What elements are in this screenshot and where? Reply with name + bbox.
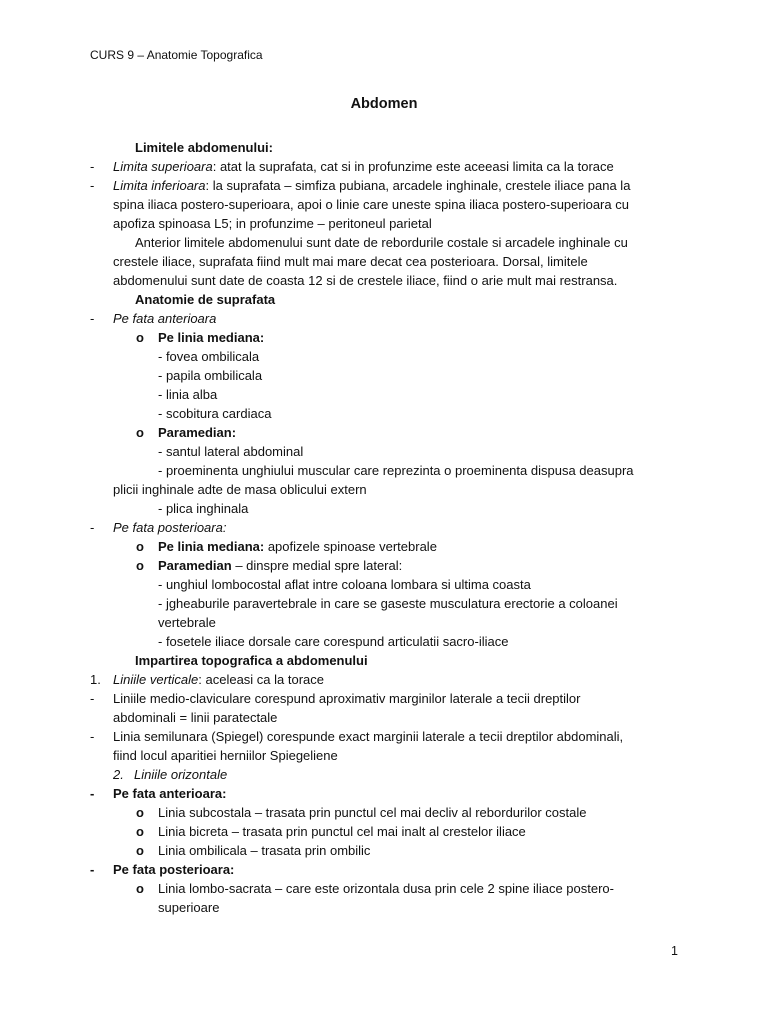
- heading-topographic-division: Impartirea topografica a abdomenului: [135, 653, 368, 668]
- sublist-item: o Pe linia mediana: apofizele spinoase vertebrale: [136, 539, 437, 554]
- heading-limits: Limitele abdomenului:: [135, 140, 273, 155]
- detail-item: - papila ombilicala: [158, 368, 263, 383]
- detail-item: - scobitura cardiaca: [158, 406, 272, 421]
- detail-item: - fosetele iliace dorsale care corespund articulatii sacro-iliace: [158, 634, 509, 649]
- detail-item-continued: plicii inghinale adte de masa oblicului extern: [113, 482, 367, 497]
- sublist-item: o Pe linia mediana:: [136, 330, 265, 345]
- heading-surface-anatomy: Anatomie de suprafata: [135, 292, 276, 307]
- list-item: - Linia semilunara (Spiegel) corespunde exact marginii laterale a tecii dreptilor abdominali,: [90, 729, 624, 744]
- paragraph-line: crestele iliace, suprafata fiind mult mai mare decat cea posterioara. Dorsal, limitele: [113, 254, 588, 269]
- sublist-item: o Linia ombilicala – trasata prin ombilic: [136, 843, 371, 858]
- page-header: CURS 9 – Anatomie Topografica: [90, 48, 263, 62]
- detail-item: - fovea ombilicala: [158, 349, 260, 364]
- paragraph-line: Anterior limitele abdomenului sunt date de rebordurile costale si arcadele inghinale cu: [135, 235, 628, 250]
- sublist-item: o Paramedian – dinspre medial spre lateral:: [136, 558, 403, 573]
- list-item-continued: abdominali = linii paratectale: [113, 710, 278, 725]
- sublist-item: o Linia bicreta – trasata prin punctul cel mai inalt al crestelor iliace: [136, 824, 526, 839]
- list-item: - Pe fata anterioara:: [90, 786, 227, 801]
- sublist-item: o Linia subcostala – trasata prin punctul cel mai decliv al rebordurilor costale: [136, 805, 587, 820]
- page-number: 1: [671, 944, 678, 958]
- list-item: - Limita inferioara: la suprafata – simfiza pubiana, arcadele inghinale, crestele iliace pana la: [90, 178, 631, 193]
- detail-item-continued: vertebrale: [158, 615, 216, 630]
- list-item: - Pe fata posterioara:: [90, 862, 235, 877]
- numbered-item: 2. Liniile orizontale: [113, 767, 228, 782]
- page-title: Abdomen: [350, 96, 418, 112]
- list-item: - Liniile medio-claviculare corespund aproximativ marginilor laterale a tecii dreptilor: [90, 691, 581, 706]
- sublist-item: o Paramedian:: [136, 425, 237, 440]
- numbered-item: 1. Liniile verticale: aceleasi ca la torace: [90, 672, 324, 687]
- detail-item: - santul lateral abdominal: [158, 444, 304, 459]
- list-item: - Pe fata anterioara: [90, 311, 217, 326]
- detail-item: - linia alba: [158, 387, 218, 402]
- paragraph-line: abdomenului sunt date de coasta 12 si de crestele iliace, fiind o arie mult mai restransa.: [113, 273, 618, 288]
- sublist-item: o Linia lombo-sacrata – care este orizontala dusa prin cele 2 spine iliace postero-: [136, 881, 614, 896]
- list-item-continued: fiind locul aparitiei herniilor Spiegeliene: [113, 748, 338, 763]
- detail-item: - unghiul lombocostal aflat intre coloana lombara si ultima coasta: [158, 577, 531, 592]
- list-item-continued: spina iliaca postero-superioara, apoi o linie care uneste spina iliaca postero-superioara cu: [113, 197, 629, 212]
- detail-item: - jgheaburile paravertebrale in care se gaseste musculatura erectorie a coloanei: [158, 596, 618, 611]
- document-body: [90, 138, 690, 917]
- sublist-item-continued: superioare: [158, 900, 220, 915]
- list-item: - Limita superioara: atat la suprafata, cat si in profunzime este aceeasi limita ca la torace: [90, 159, 614, 174]
- list-item: - Pe fata posterioara:: [90, 520, 227, 535]
- list-item-continued: apofiza spinoasa L5; in profunzime – peritoneul parietal: [113, 216, 432, 231]
- detail-item: - plica inghinala: [158, 501, 249, 516]
- detail-item: - proeminenta unghiului muscular care reprezinta o proeminenta dispusa deasupra: [158, 463, 634, 478]
